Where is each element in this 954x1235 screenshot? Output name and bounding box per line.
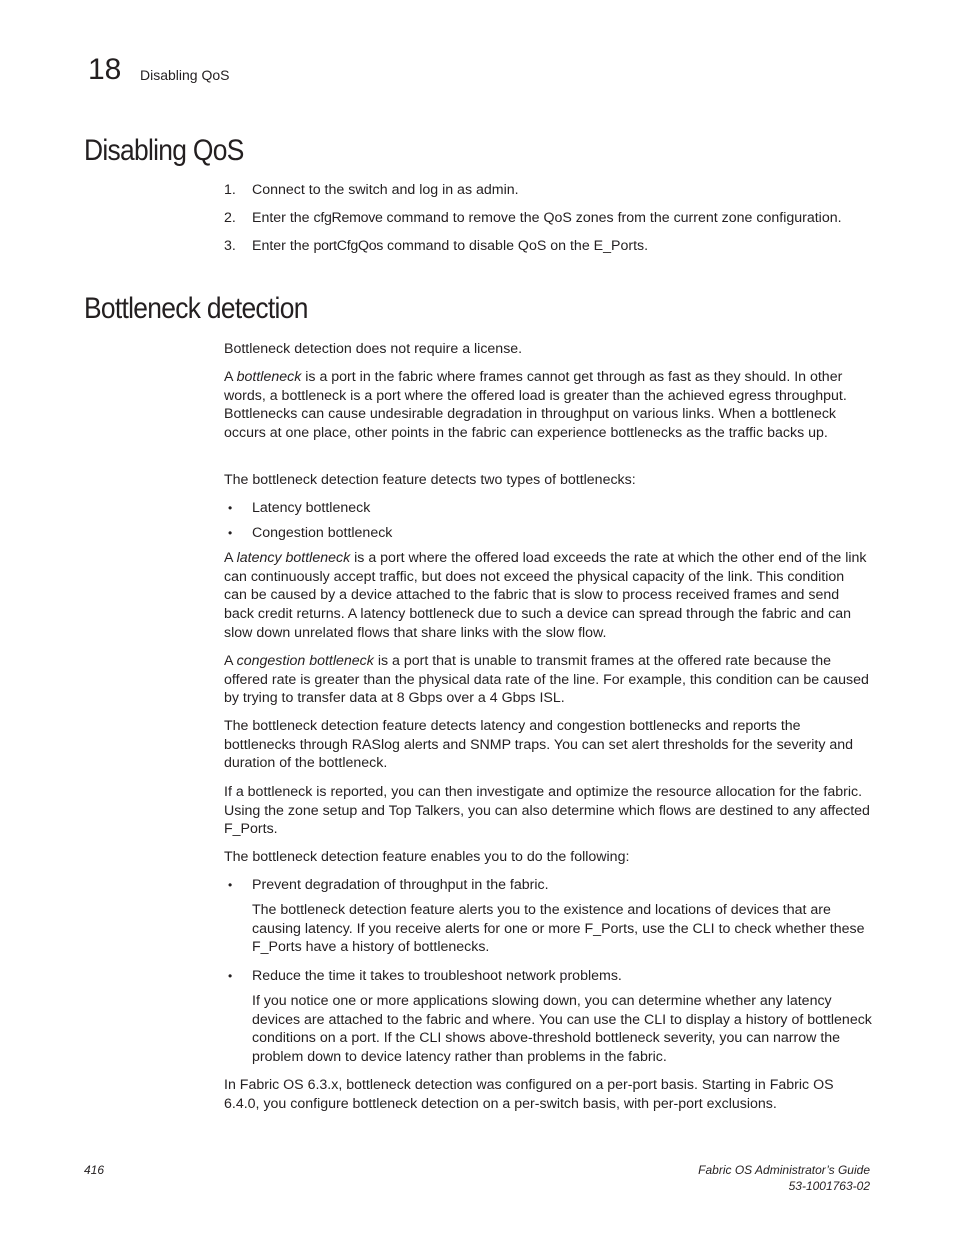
step-number: 2. bbox=[224, 210, 236, 226]
step-number: 3. bbox=[224, 238, 236, 254]
paragraph: If a bottleneck is reported, you can then investigate and optimize the resource allocation for the fabric. Using the zone setup and Top Talkers, you can also determine which flows are destined to any affected F_Ports. bbox=[224, 784, 870, 838]
step-text-pre: Enter the bbox=[252, 210, 314, 226]
step-text-post: command to remove the QoS zones from the current zone configuration. bbox=[382, 210, 842, 226]
paragraph: The bottleneck detection feature detects two types of bottlenecks: bbox=[224, 472, 636, 488]
doc-number: 53-1001763-02 bbox=[788, 1179, 870, 1193]
paragraph: The bottleneck detection feature enables you to do the following: bbox=[224, 849, 630, 865]
section-heading-disabling-qos: Disabling QoS bbox=[84, 134, 244, 167]
text-run: is a port where the offered load exceeds the rate at which the other end of the link can continuously accept traffic, but does not exceed the physical capacity of the link. This condition can be caused by a device attached to the fabric that is slow to process received frames and send back credit returns. A latency bottleneck due to such a device can spread through the fabric and can slow down unrelated flows that share links with the slow flow. bbox=[224, 550, 867, 641]
term: bottleneck bbox=[236, 369, 302, 385]
chapter-title: Disabling QoS bbox=[140, 67, 230, 83]
page-number: 416 bbox=[84, 1163, 105, 1177]
paragraph bbox=[224, 368, 870, 443]
command-name: cfgRemove bbox=[313, 210, 383, 226]
paragraph: Bottleneck detection does not require a license. bbox=[224, 341, 523, 357]
list-item: Latency bottleneck bbox=[252, 500, 371, 516]
step-text bbox=[252, 237, 872, 256]
list-item: Congestion bottleneck bbox=[252, 525, 393, 541]
paragraph: In Fabric OS 6.3.x, bottleneck detection was configured on a per-port basis. Starting in Fabric OS 6.4.0, you configure bottleneck detection on a per-switch basis, with per-port exclusions. bbox=[224, 1077, 834, 1112]
list-item-detail: The bottleneck detection feature alerts you to the existence and locations of devices that are causing latency. If you receive alerts for one or more F_Ports, use the CLI to check whether these F_Ports have a history of bottlenecks. bbox=[252, 902, 865, 956]
paragraph: The bottleneck detection feature detects latency and congestion bottlenecks and reports the bottlenecks through RASlog alerts and SNMP traps. You can set alert thresholds for the severity and duration of the bottleneck. bbox=[224, 718, 854, 772]
list-item: Reduce the time it takes to troubleshoot network problems. bbox=[252, 968, 622, 984]
term: latency bottleneck bbox=[236, 550, 351, 566]
text-run: A bbox=[224, 550, 237, 566]
chapter-number: 18 bbox=[88, 53, 122, 86]
command-name: portCfgQos bbox=[313, 238, 384, 254]
list-item-detail: If you notice one or more applications slowing down, you can determine whether any latency devices are attached to the fabric and where. You can use the CLI to display a history of bottleneck conditions on a port. If the CLI shows above-threshold bottleneck severity, you can narrow the problem down to device latency rather than problems in the fabric. bbox=[252, 993, 872, 1066]
step-text-post: command to disable QoS on the E_Ports. bbox=[383, 238, 649, 254]
step-text-pre: Enter the bbox=[252, 238, 314, 254]
text-run: is a port in the fabric where frames cannot get through as fast as they should. In other words, a bottleneck is a port where the offered load is greater than the achieved egress throughput. Bottlenecks can cause undesirable degradation in throughput on various links. When a bottleneck occurs at one place, other points in the fabric can experience bottlenecks as the traffic backs up. bbox=[224, 369, 847, 442]
bullet: • bbox=[228, 969, 233, 983]
paragraph bbox=[224, 549, 870, 643]
step-text: Connect to the switch and log in as admin. bbox=[252, 182, 519, 198]
step-text bbox=[252, 209, 872, 228]
step-number: 1. bbox=[224, 182, 236, 198]
bullet: • bbox=[228, 526, 233, 540]
doc-title: Fabric OS Administrator’s Guide bbox=[698, 1163, 870, 1177]
bullet: • bbox=[228, 878, 233, 892]
term: congestion bottleneck bbox=[236, 653, 374, 669]
bullet: • bbox=[228, 501, 233, 515]
paragraph bbox=[224, 652, 870, 708]
list-item: Prevent degradation of throughput in the fabric. bbox=[252, 877, 549, 893]
text-run: A bbox=[224, 369, 237, 385]
text-run: A bbox=[224, 653, 237, 669]
text-run: is a port that is unable to transmit frames at the offered rate because the offered rate is greater than the physical data rate of the line. For example, this condition can be caused by trying to transfer data at 8 Gbps over a 4 Gbps ISL. bbox=[224, 653, 869, 707]
section-heading-bottleneck-detection: Bottleneck detection bbox=[84, 292, 308, 325]
